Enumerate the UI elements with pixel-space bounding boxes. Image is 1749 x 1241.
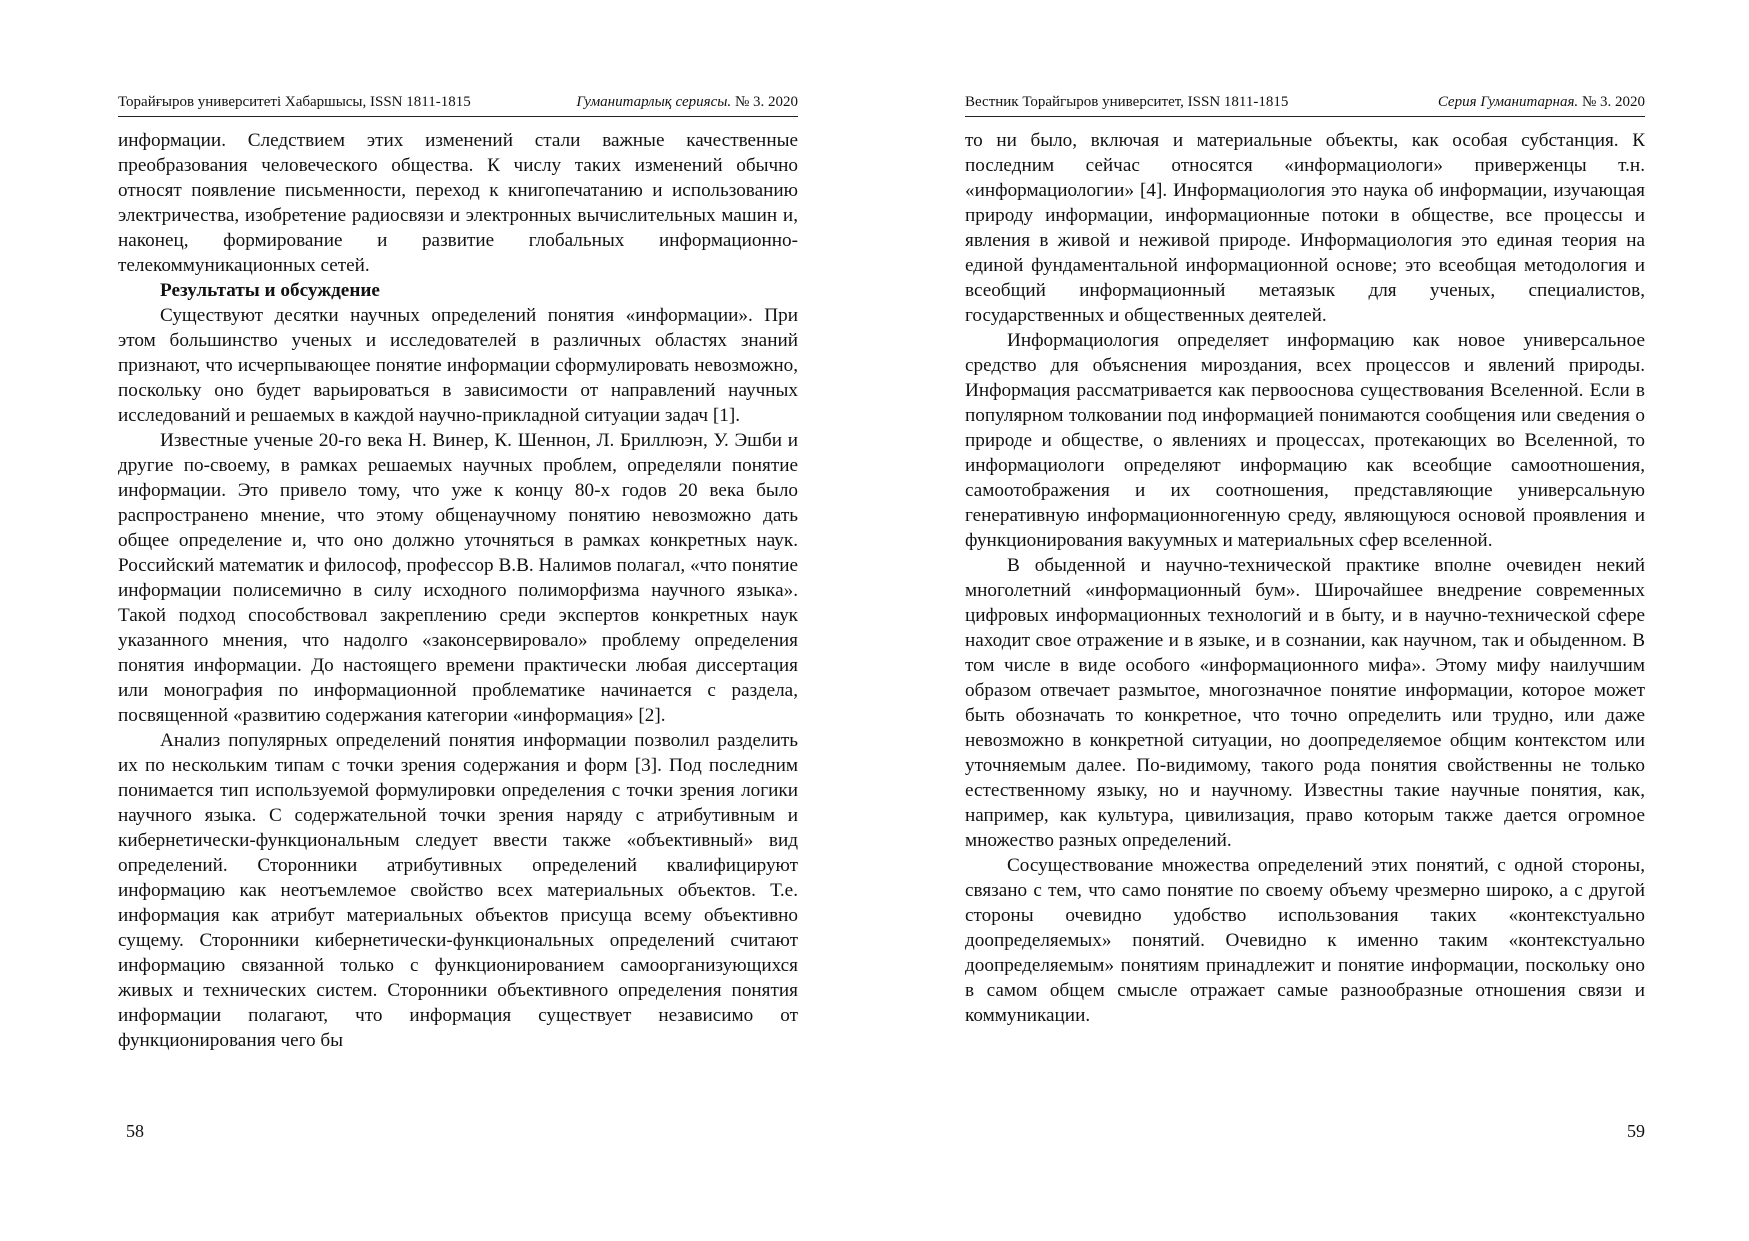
series-info bbox=[1438, 93, 1645, 111]
journal-title: Вестник Торайгыров университет, ISSN 1811-1815 bbox=[965, 94, 1289, 110]
issue-number: № 3. 2020 bbox=[1581, 94, 1645, 110]
page-number: 58 bbox=[126, 1121, 144, 1141]
paragraph: Сосуществование множества определений этих понятий, с одной стороны, связано с тем, что само понятие по своему объему чрезмерно широко, а с другой стороны очевидно удобство использования таких «контекстуально доопределяемых» понятий. Очевидно к именно таким «контекстуально доопределяемым» понятиям принадлежит и понятие информации, поскольку оно в самом общем смысле отражает самые разнообразные отношения связи и коммуникации. bbox=[965, 855, 1645, 1026]
running-header bbox=[118, 92, 798, 117]
right-page bbox=[965, 0, 1645, 1241]
series-name: Гуманитарлық сериясы. bbox=[576, 94, 732, 110]
page-body bbox=[965, 128, 1645, 1118]
paragraph: информации. Следствием этих изменений стали важные качественные преобразования человеческого общества. К числу таких изменений обычно относят появление письменности, переход к книгопечатанию и использованию электричества, изобретение радиосвязи и электронных вычислительных машин и, наконец, формирование и развитие глобальных информационно-телекоммуникационных сетей. bbox=[118, 130, 798, 276]
running-header bbox=[965, 92, 1645, 117]
series-name: Серия Гуманитарная. bbox=[1437, 94, 1579, 110]
left-page bbox=[118, 0, 798, 1241]
issue-number: № 3. 2020 bbox=[734, 94, 798, 110]
section-heading: Результаты и обсуждение bbox=[160, 280, 380, 301]
paragraph: Существуют десятки научных определений понятия «информации». При этом большинство ученых и исследователей в различных областях знаний признают, что исчерпывающее понятие информации сформулировать невозможно, поскольку оно будет варьироваться в зависимости от направлений научных исследований и решаемых в каждой научно-прикладной ситуации задач [1]. bbox=[118, 305, 798, 426]
paragraph: В обыденной и научно-технической практике вполне очевиден некий многолетний «информационный бум». Широчайшее внедрение современных цифровых информационных технологий и в быту, и в научно-технической сфере находит свое отражение и в языке, и в сознании, как научном, так и обыденном. В том числе в виде особого «информационного мифа». Этому мифу наилучшим образом отвечает размытое, многозначное понятие информации, которое может быть обозначать то конкретное, что точно определить или трудно, или даже невозможно в конкретной ситуации, но доопределяемое общим контекстом или уточняемым далее. По-видимому, такого рода понятия свойственны не только естественному языку, но и научному. Известны такие научные понятия, как, например, как культура, цивилизация, право которым также дается огромное множество разных определений. bbox=[965, 555, 1645, 851]
journal-title: Торайғыров университеті Хабаршысы, ISSN 1811-1815 bbox=[118, 94, 471, 110]
page-number: 59 bbox=[1627, 1121, 1645, 1141]
paragraph: Информациология определяет информацию как новое универсальное средство для объяснения мироздания, всех процессов и явлений природы. Информация рассматривается как первооснова существования Вселенной. Если в популярном толковании под информацией понимаются сообщения или сведения о природе и обществе, о явлениях и процессах, протекающих во Вселенной, то информациологи определяют информацию как всеобщие самоотношения, самоотображения и их соотношения, представляющие универсальную генеративную информационногенную среду, являющуюся основой проявления и функционирования вакуумных и материальных сфер вселенной. bbox=[965, 330, 1645, 551]
paragraph: то ни было, включая и материальные объекты, как особая субстанция. К последним сейчас относятся «информациологи» приверженцы т.н. «информациологии» [4]. Информациология это наука об информации, изучающая природу информации, информационные потоки в обществе, все процессы и явления в живой и неживой природе. Информациология это единая теория на единой фундаментальной информационной основе; это всеобщая методология и всеобщий информационный метаязык для ученых, специалистов, государственных и общественных деятелей. bbox=[965, 130, 1645, 326]
series-info bbox=[576, 93, 798, 111]
paragraph: Анализ популярных определений понятия информации позволил разделить их по нескольким типам с точки зрения содержания и форм [3]. Под последним понимается тип используемой формулировки определения с точки зрения логики научного языка. С содержательной точки зрения наряду с атрибутивным и кибернетически-функциональным следует ввести также «объективный» вид определений. Сторонники атрибутивных определений квалифицируют информацию как неотъемлемое свойство всех материальных объектов. Т.е. информация как атрибут материальных объектов присуща всему объективно сущему. Сторонники кибернетически-функциональных определений считают информацию связанной только с функционированием самоорганизующихся живых и технических систем. Сторонники объективного определения понятия информации полагают, что информация существует независимо от функционирования чего бы bbox=[118, 730, 798, 1051]
page-body bbox=[118, 128, 798, 1118]
paragraph: Известные ученые 20-го века Н. Винер, К. Шеннон, Л. Бриллюэн, У. Эшби и другие по-своему, в рамках решаемых научных проблем, определяли понятие информации. Это привело тому, что уже к концу 80-х годов 20 века было распространено мнение, что этому общенаучному понятию невозможно дать общее определение и, что оно должно уточняться в рамках конкретных наук. Российский математик и философ, профессор В.В. Налимов полагал, «что понятие информации полисемично в силу исходного полиморфизма научного языка». Такой подход способствовал закреплению среди экспертов конкретных наук указанного мнения, что надолго «законсервировало» проблему определения понятия информации. До настоящего времени практически любая диссертация или монография по информационной проблематике начинается с раздела, посвященной «развитию содержания категории «информация» [2]. bbox=[118, 430, 798, 726]
